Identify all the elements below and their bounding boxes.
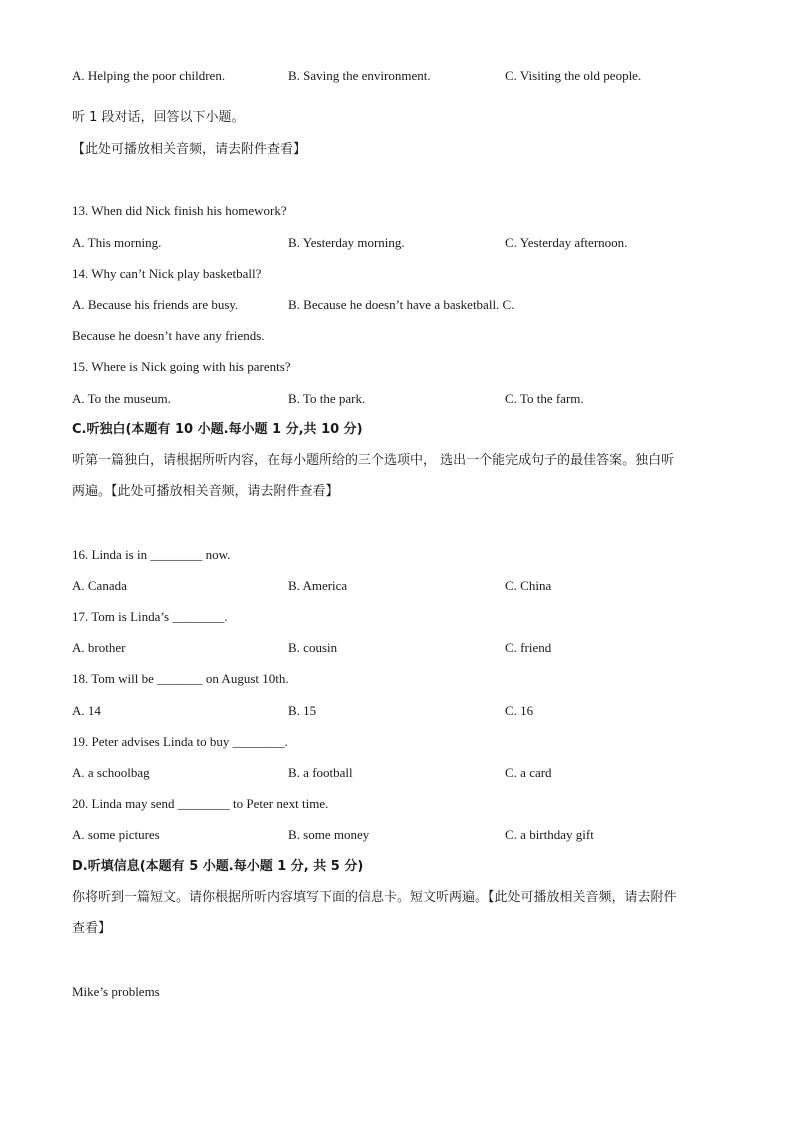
question-20: 20. Linda may send ________ to Peter next time. [72, 796, 329, 811]
section-c-title: C.听独白(本题有 10 小题.每小题 1 分,共 10 分) [72, 422, 363, 437]
q12-option-c: C. Visiting the old people. [505, 68, 642, 83]
q17-option-c: C. friend [505, 640, 552, 655]
q18-options [0, 702, 794, 720]
q15-option-b: B. To the park. [288, 391, 366, 406]
info-card-title: Mike’s problems [72, 984, 160, 999]
dialogue-intro: 听 1 段对话，回答以下小题。 [72, 110, 245, 125]
q20-option-b: B. some money [288, 827, 370, 842]
q13-option-c: C. Yesterday afternoon. [505, 235, 628, 250]
q16-option-a: A. Canada [72, 578, 127, 593]
audio-note: 【此处可播放相关音频，请去附件查看】 [72, 142, 307, 157]
q13-options [0, 234, 794, 252]
q15-options [0, 390, 794, 408]
q14-options [0, 296, 794, 314]
section-c-instructions-line-2: 两遍。【此处可播放相关音频，请去附件查看】 [72, 484, 339, 499]
section-d-title: D.听填信息(本题有 5 小题.每小题 1 分, 共 5 分) [72, 859, 364, 874]
question-16: 16. Linda is in ________ now. [72, 547, 231, 562]
q18-option-b: B. 15 [288, 703, 317, 718]
q20-option-a: A. some pictures [72, 827, 160, 842]
q18-option-c: C. 16 [505, 703, 534, 718]
q16-option-c: C. China [505, 578, 552, 593]
section-c-instructions-line-1: 听第一篇独白，请根据所听内容，在每小题所给的三个选项中， 选出一个能完成句子的最佳答案。独白听 [72, 453, 675, 468]
question-19: 19. Peter advises Linda to buy ________. [72, 734, 288, 749]
q13-option-a: A. This morning. [72, 235, 162, 250]
q20-option-c: C. a birthday gift [505, 827, 594, 842]
q17-option-a: A. brother [72, 640, 126, 655]
question-14: 14. Why can’t Nick play basketball? [72, 266, 262, 281]
q12-option-b: B. Saving the environment. [288, 68, 431, 83]
q16-options [0, 577, 794, 595]
q16-option-b: B. America [288, 578, 348, 593]
q12-option-a: A. Helping the poor children. [72, 68, 226, 83]
question-13: 13. When did Nick finish his homework? [72, 203, 287, 218]
q19-option-a: A. a schoolbag [72, 765, 150, 780]
question-18: 18. Tom will be _______ on August 10th. [72, 671, 289, 686]
q14-option-c: Because he doesn’t have any friends. [72, 328, 265, 343]
q15-option-c: C. To the farm. [505, 391, 584, 406]
q17-option-b: B. cousin [288, 640, 338, 655]
q13-option-b: B. Yesterday morning. [288, 235, 405, 250]
question-17: 17. Tom is Linda’s ________. [72, 609, 228, 624]
q19-option-c: C. a card [505, 765, 552, 780]
q15-option-a: A. To the museum. [72, 391, 171, 406]
question-15: 15. Where is Nick going with his parents? [72, 359, 291, 374]
q12-options [0, 67, 794, 85]
section-d-instructions-line-1: 你将听到一篇短文。请你根据所听内容填写下面的信息卡。短文听两遍。【此处可播放相关音频，请去附件 [72, 890, 677, 905]
q14-option-b: B. Because he doesn’t have a basketball. C. [288, 297, 515, 312]
q19-options [0, 764, 794, 782]
q19-option-b: B. a football [288, 765, 353, 780]
q17-options [0, 639, 794, 657]
q20-options [0, 826, 794, 844]
q18-option-a: A. 14 [72, 703, 101, 718]
q14-option-a: A. Because his friends are busy. [72, 297, 239, 312]
section-d-instructions-line-2: 查看】 [72, 921, 112, 936]
